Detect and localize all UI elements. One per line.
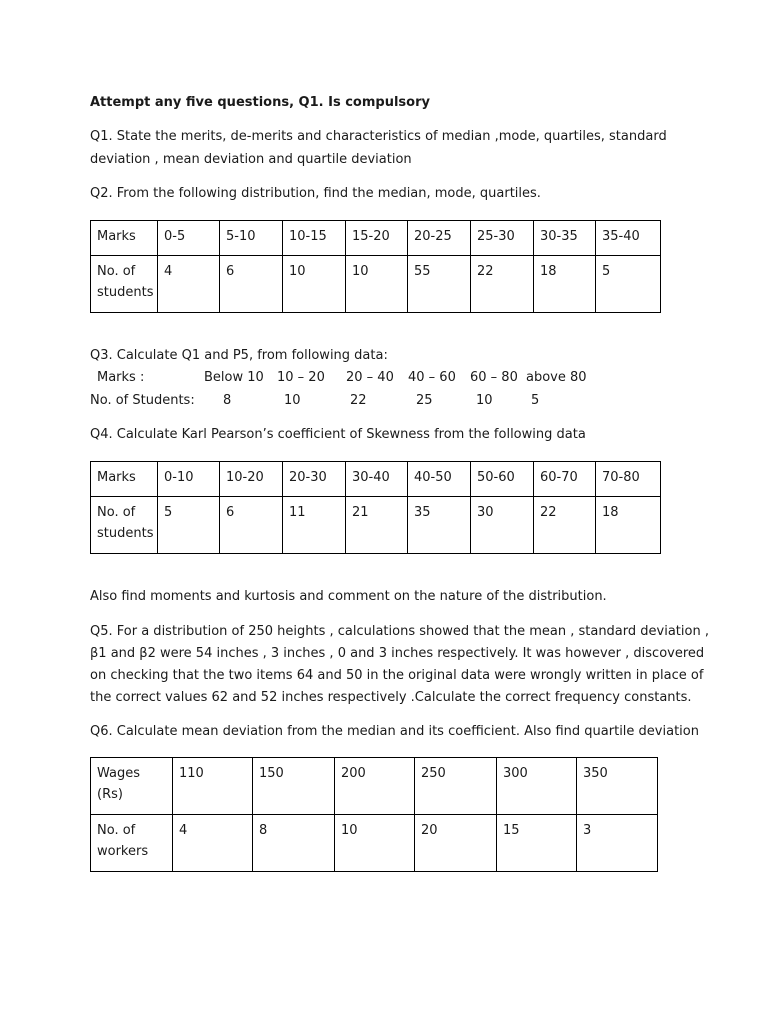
table-cell: 3 [577,815,658,872]
table-cell: 20 [415,815,497,872]
q3-mark: Below 10 [204,370,264,385]
table-cell: 110 [173,758,253,815]
table-row-label: Wages (Rs) [91,758,173,815]
q3-mark: 60 – 80 [470,370,518,385]
table-cell: Marks [91,221,158,256]
q3-marks-label: Marks : [97,370,145,385]
table-cell: 10 [283,256,346,313]
q6-table [90,757,658,872]
table-cell: 30-40 [346,462,408,497]
table-row-label: No. of students [91,497,158,554]
instructions-heading: Attempt any five questions, Q1. Is compulsory [90,95,430,110]
table-cell: 22 [534,497,596,554]
table-cell: 15 [497,815,577,872]
q5-line-2: β1 and β2 were 54 inches , 3 inches , 0 and 3 inches respectively. It was however , discovered [90,646,705,661]
q3-student-count: 8 [223,393,232,408]
q5-line-1: Q5. For a distribution of 250 heights , calculations showed that the mean , standard deviation , [90,624,709,639]
table-cell: 10-20 [220,462,283,497]
table-cell: 5 [596,256,661,313]
q2-table [90,220,661,313]
table-row-label: No. of students [91,256,158,313]
table-cell: 8 [253,815,335,872]
table-cell: 70-80 [596,462,661,497]
q6-text: Q6. Calculate mean deviation from the median and its coefficient. Also find quartile deviation [90,724,699,739]
q3-students-label: No. of Students: [90,393,195,408]
q3-student-count: 10 [284,393,301,408]
table-cell: 18 [596,497,661,554]
q3-mark: 40 – 60 [408,370,456,385]
table-cell: 10 [335,815,415,872]
table-cell: 300 [497,758,577,815]
table-cell: 250 [415,758,497,815]
table-cell: 0-10 [158,462,220,497]
table-cell: 10-15 [283,221,346,256]
table-cell: 30-35 [534,221,596,256]
q3-mark: 10 – 20 [277,370,325,385]
q3-marks-row [90,370,587,386]
table-cell: 10 [346,256,408,313]
q5-line-3: on checking that the two items 64 and 50 in the original data were wrongly written in place of [90,668,704,683]
table-cell: 21 [346,497,408,554]
table-cell: 6 [220,256,283,313]
table-cell: 5 [158,497,220,554]
q1-line-2: deviation , mean deviation and quartile deviation [90,152,412,167]
q1-line-1: Q1. State the merits, de-merits and characteristics of median ,mode, quartiles, standard [90,129,667,144]
table-cell: 15-20 [346,221,408,256]
table-cell: 150 [253,758,335,815]
q3-text: Q3. Calculate Q1 and P5, from following data: [90,348,388,363]
table-cell: 55 [408,256,471,313]
q3-student-count: 22 [350,393,367,408]
table-cell: Marks [91,462,158,497]
table-cell: 350 [577,758,658,815]
q3-student-count: 25 [416,393,433,408]
table-header-row [91,758,658,815]
table-cell: 35 [408,497,471,554]
q4-followup: Also find moments and kurtosis and comment on the nature of the distribution. [90,589,607,604]
q5-line-4: the correct values 62 and 52 inches respectively .Calculate the correct frequency constants. [90,690,692,705]
table-cell: 50-60 [471,462,534,497]
table-header-row [91,462,661,497]
q3-mark: above 80 [526,370,587,385]
table-cell: 11 [283,497,346,554]
table-cell: 5-10 [220,221,283,256]
table-cell: 22 [471,256,534,313]
q3-student-count: 5 [531,393,540,408]
table-cell: 60-70 [534,462,596,497]
table-cell: 30 [471,497,534,554]
table-cell: 25-30 [471,221,534,256]
table-cell: 6 [220,497,283,554]
table-header-row [91,221,661,256]
q3-student-count: 10 [476,393,493,408]
q4-text: Q4. Calculate Karl Pearson’s coefficient of Skewness from the following data [90,427,586,442]
table-cell: 0-5 [158,221,220,256]
q3-students-row [90,393,539,409]
table-cell: 18 [534,256,596,313]
table-row [91,256,661,313]
q3-mark: 20 – 40 [346,370,394,385]
table-row-label: No. of workers [91,815,173,872]
table-cell: 4 [173,815,253,872]
table-cell: 200 [335,758,415,815]
table-cell: 35-40 [596,221,661,256]
table-cell: 20-30 [283,462,346,497]
table-cell: 20-25 [408,221,471,256]
table-row [91,815,658,872]
table-cell: 4 [158,256,220,313]
table-cell: 40-50 [408,462,471,497]
q2-text: Q2. From the following distribution, find the median, mode, quartiles. [90,186,541,201]
q4-table [90,461,661,554]
table-row [91,497,661,554]
